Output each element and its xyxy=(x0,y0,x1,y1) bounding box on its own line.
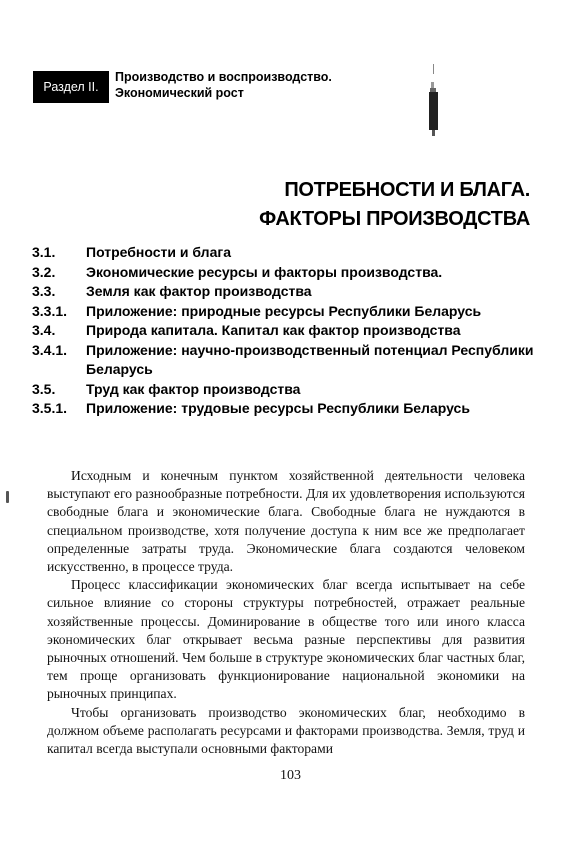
paragraph: Исходным и конечным пунктом хозяйственной деятельности человека выступают его разнообразные потребности. Для их удовлетворения используются свободные блага и экономические блага. Свободные блага не нуждаются в специальном производстве, хотя получение доступа к ним все же предполагает определенные затраты труда. Экономические блага создаются человеком искусственно, в процессе труда. xyxy=(47,468,525,575)
paragraph: Чтобы организовать производство экономических благ, необходимо в должном объеме располагать ресурсами и факторами производства. Земля, труд и капитал всегда выступали основными факторами xyxy=(47,704,525,757)
toc-item xyxy=(32,302,552,322)
toc-number: 3.1. xyxy=(32,244,56,260)
toc-text: Приложение: научно-производственный потенциал Республики Беларусь xyxy=(86,341,534,377)
toc-item xyxy=(32,399,552,419)
toc-item xyxy=(32,341,552,380)
toc-text: Приложение: природные ресурсы Республики Беларусь xyxy=(86,302,482,319)
scan-artifact-icon xyxy=(424,60,444,140)
toc-number: 3.2. xyxy=(32,263,56,280)
toc-number: 3.5. xyxy=(32,380,56,397)
toc-number: 3.4. xyxy=(32,322,56,338)
toc-text: Экономические ресурсы и факторы производства. xyxy=(86,263,443,280)
toc-item xyxy=(32,380,552,400)
section-label: Раздел II. xyxy=(33,71,109,103)
section-title xyxy=(115,69,332,101)
toc-item xyxy=(32,282,552,302)
section-title-line: Производство и воспроизводство. xyxy=(115,70,332,84)
toc-text: Приложение: трудовые ресурсы Республики Беларусь xyxy=(86,400,470,416)
toc-text: Труд как фактор производства xyxy=(86,380,301,397)
toc-text: Потребности и блага xyxy=(86,244,231,260)
toc-number: 3.3.1. xyxy=(32,302,68,319)
chapter-title xyxy=(259,176,530,234)
toc-number: 3.3. xyxy=(32,283,56,299)
toc-text: Природа капитала. Капитал как фактор производства xyxy=(86,322,461,338)
chapter-title-line: ПОТРЕБНОСТИ И БЛАГА. xyxy=(284,179,530,201)
chapter-title-line: ФАКТОРЫ ПРОИЗВОДСТВА xyxy=(259,208,530,230)
scan-edge-mark xyxy=(6,491,9,503)
paragraph: Процесс классификации экономических благ всегда испытывает на себе сильное влияние со стороны структуры потребностей, отражает реальные хозяйственные процессы. Доминирование в обществе того или иного класса экономических благ открывает весьма разные перспективы для развития рыночных отношений. Чем больше в структуре экономических благ частных благ, тем проще организовать функционирование национальной экономики на рыночных принципах. xyxy=(47,577,525,702)
table-of-contents xyxy=(32,243,552,419)
toc-item xyxy=(32,321,552,341)
toc-number: 3.5.1. xyxy=(32,400,68,416)
toc-number: 3.4.1. xyxy=(32,341,68,358)
toc-item xyxy=(32,263,552,283)
toc-item xyxy=(32,243,552,263)
page-number: 103 xyxy=(280,768,301,783)
section-title-line: Экономический рост xyxy=(115,86,244,100)
body-text xyxy=(47,467,525,758)
toc-text: Земля как фактор производства xyxy=(86,283,312,299)
